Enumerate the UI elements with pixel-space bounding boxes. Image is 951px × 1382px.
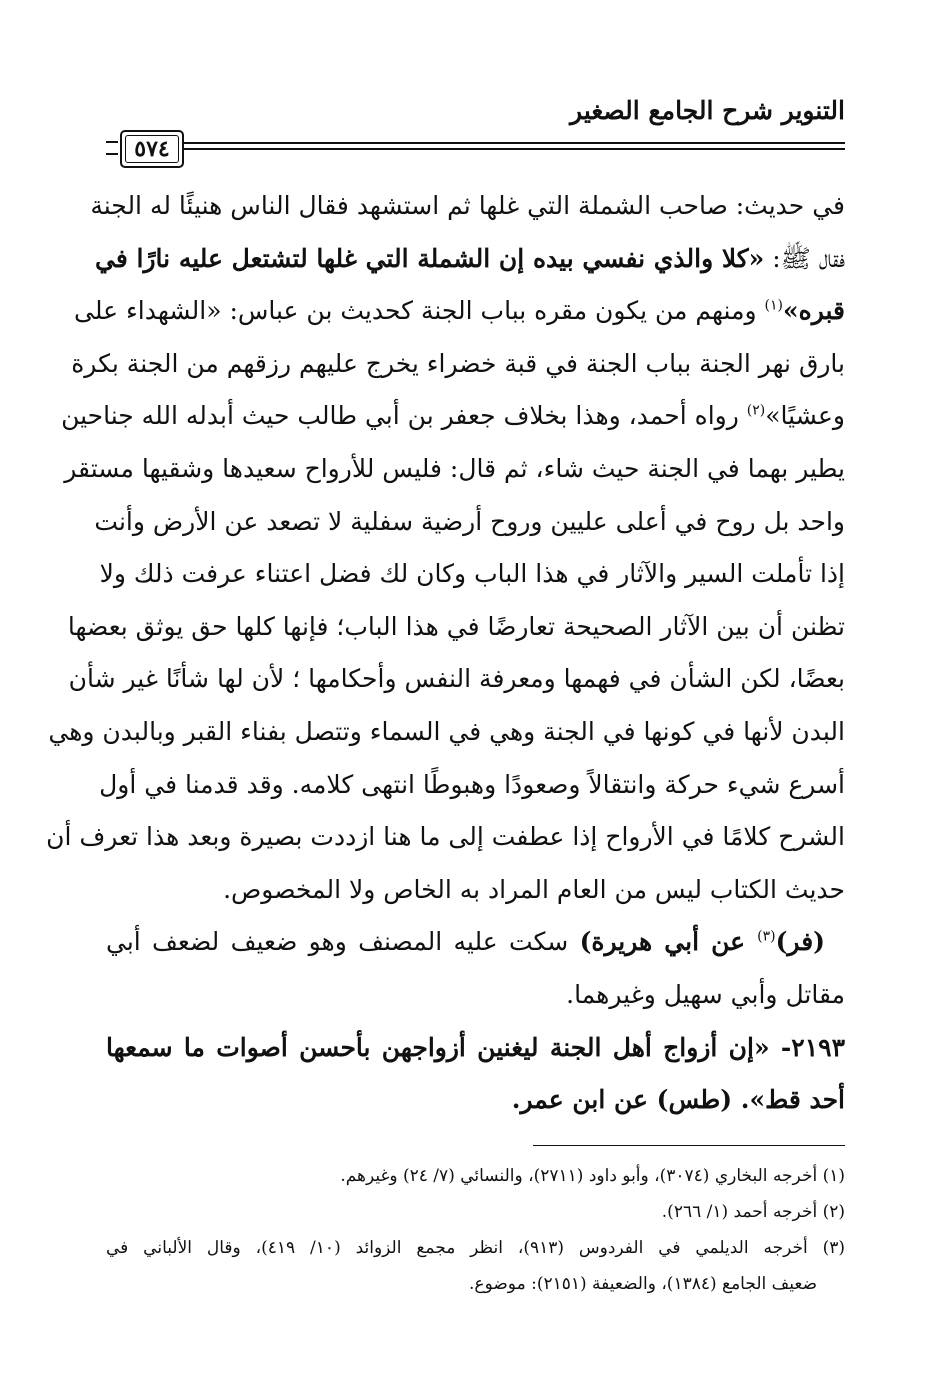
footnotes xyxy=(106,1158,845,1302)
narrator: عن أبي هريرة) xyxy=(579,927,758,957)
text-segment: سكت عليه المصنف وهو ضعيف لضعف أبي xyxy=(106,927,580,957)
text-line: حديث الكتاب ليس من العام المراد به الخاص ولا المخصوص. xyxy=(223,874,845,904)
text-line: مقاتل وأبي سهيل وغيرهما. xyxy=(566,979,845,1009)
header-rule-bottom xyxy=(131,148,845,150)
page-number-frame xyxy=(120,130,184,168)
text-line: في حديث: صاحب الشملة التي غلها ثم استشهد فقال الناس هنيئًا له الجنة xyxy=(90,191,845,220)
running-title: التنوير شرح الجامع الصغير xyxy=(570,96,845,125)
footnote: (١) أخرجه البخاري (٣٠٧٤)، وأبو داود (٢٧١١)، والنسائي (٧/ ٢٤) وغيرهم. xyxy=(340,1166,845,1186)
text-segment: وعشيًا» xyxy=(765,401,845,431)
page-number-badge xyxy=(106,130,190,168)
text-segment: فقال ﷺ: xyxy=(764,243,845,273)
text-line xyxy=(95,233,845,286)
header-rule-top xyxy=(131,142,845,144)
footnote-ref: (٢) xyxy=(746,403,766,420)
text-line: البدن لأنها في كونها في الجنة وهي في السماء وتتصل بفناء القبر وبالبدن وهي xyxy=(48,716,845,746)
text-line: يطير بهما في الجنة حيث شاء، ثم قال: فليس للأرواح سعيدها وشقيها مستقر xyxy=(64,453,845,483)
text-line: بارق نهر الجنة بباب الجنة في قبة خضراء يخرج عليهم رزقهم من الجنة بكرة xyxy=(71,348,845,378)
text-line xyxy=(61,390,845,443)
page-number: ٥٧٤ xyxy=(125,135,179,163)
footnote: (٣) أخرجه الديلمي في الفردوس (٩١٣)، انظر مجمع الزوائد (١٠/ ٤١٩)، وقال الألباني في xyxy=(106,1238,845,1258)
source-abbrev: (فر) xyxy=(775,927,825,957)
text-line: بعضًا، لكن الشأن في فهمها ومعرفة النفس وأحكامها ؛ لأن لها شأنًا غير شأن xyxy=(68,664,845,694)
text-line: تظنن أن بين الآثار الصحيحة تعارضًا في هذا الباب؛ فإنها كلها حق يوثق بعضها xyxy=(67,611,845,641)
text-line: واحد بل روح في أعلى عليين وروح أرضية سفلية لا تصعد عن الأرض وأنت xyxy=(94,506,845,536)
footnote-separator xyxy=(533,1145,845,1146)
hadith-entry: أحد قط». (طس) عن ابن عمر. xyxy=(511,1085,845,1115)
text-segment: رواه أحمد، وهذا بخلاف جعفر بن أبي طالب حيث أبدله الله جناحين xyxy=(61,401,747,431)
text-line: أسرع شيء حركة وانتقالاً وصعودًا وهبوطًا انتهى كلامه. وقد قدمنا في أول xyxy=(99,769,845,799)
text-segment: ومنهم من يكون مقره بباب الجنة كحديث بن عباس: «الشهداء على xyxy=(74,296,765,326)
text-line: الشرح كلامًا في الأرواح إذا عطفت إلى ما هنا ازددت بصيرة وبعد هذا تعرف أن xyxy=(46,822,845,852)
hadith-entry: ٢١٩٣- «إن أزواج أهل الجنة ليغنين أزواجهن بأحسن أصوات ما سمعها xyxy=(106,1032,845,1062)
text-line: إذا تأملت السير والآثار في هذا الباب وكان لك فضل اعتناء عرفت ذلك ولا xyxy=(99,559,845,589)
main-text xyxy=(46,180,845,1127)
hadith-quote: «كلا والذي نفسي بيده إن الشملة التي غلها لتشتعل عليه نارًا في xyxy=(95,243,765,273)
footnote-ref: (٣) xyxy=(757,928,776,945)
footnote: (٢) أخرجه أحمد (١/ ٢٦٦). xyxy=(661,1202,845,1222)
page-number-connector xyxy=(106,141,118,155)
text-line xyxy=(106,916,845,969)
text-line xyxy=(74,285,845,338)
footnote-ref: (١) xyxy=(764,297,783,314)
footnote-continuation: ضعيف الجامع (١٣٨٤)، والضعيفة (٢١٥١): موضوع. xyxy=(469,1274,817,1294)
hadith-quote: قبره» xyxy=(782,296,845,326)
